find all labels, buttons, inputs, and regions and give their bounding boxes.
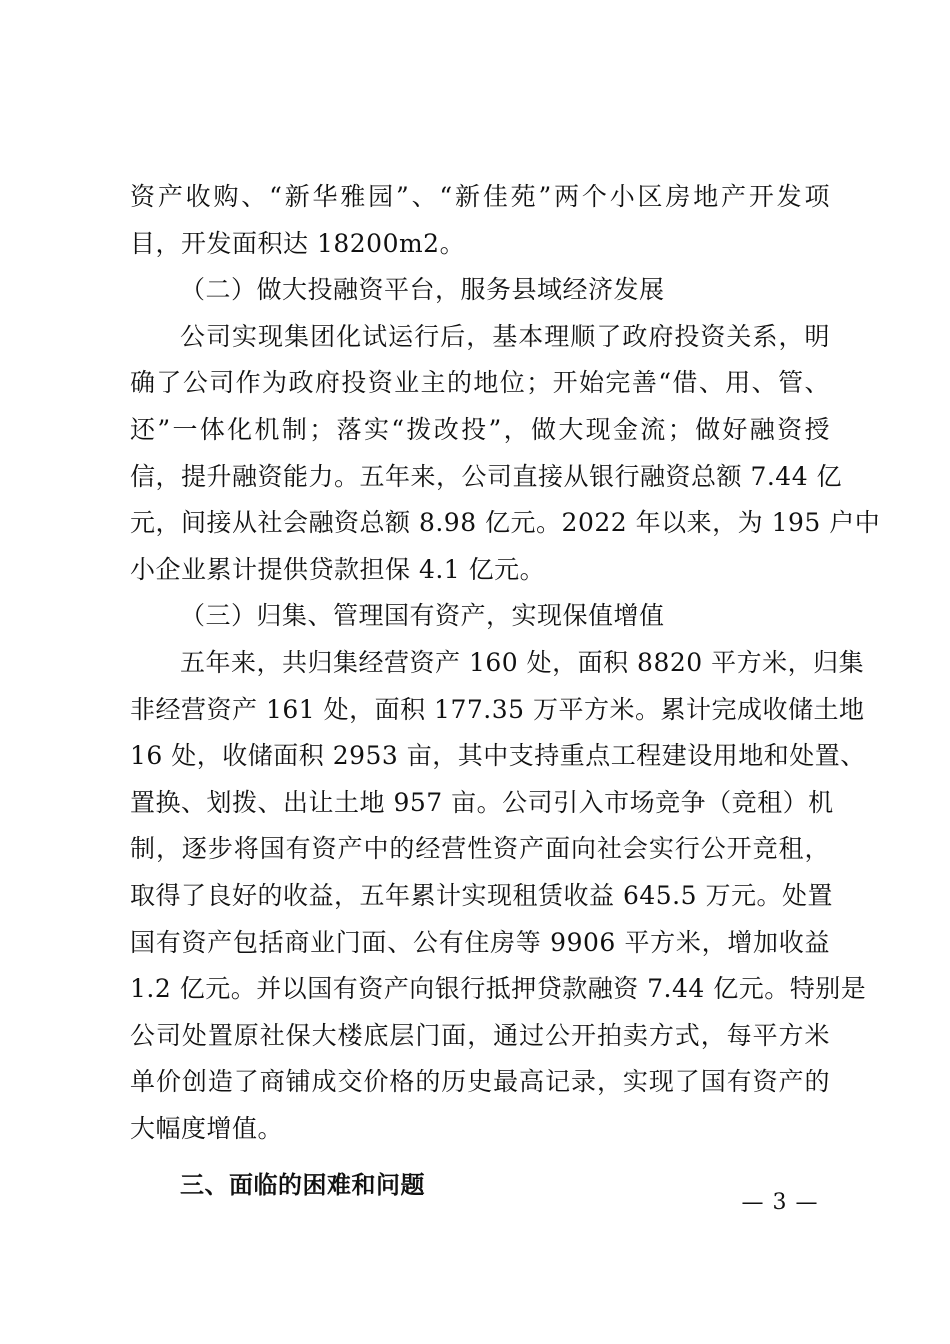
paragraph-line: 小企业累计提供贷款担保 4.1 亿元。: [130, 554, 546, 584]
subsection-heading-2: （二）做大投融资平台，服务县域经济发展: [180, 275, 665, 305]
paragraph-line: 16 处，收储面积 2953 亩，其中支持重点工程建设用地和处置、: [130, 741, 866, 771]
paragraph-line: 制，逐步将国有资产中的经营性资产面向社会实行公开竞租，: [130, 834, 830, 864]
page-number: — 3 —: [741, 1190, 819, 1215]
paragraph-line: 非经营资产 161 处，面积 177.35 万平方米。累计完成收储土地: [130, 694, 865, 724]
paragraph-line: 公司处置原社保大楼底层门面，通过公开拍卖方式，每平方米: [130, 1020, 830, 1050]
paragraph-line: 资产收购、“新华雅园”、“新佳苑”两个小区房地产开发项: [130, 182, 830, 211]
paragraph-line: 取得了良好的收益，五年累计实现租赁收益 645.5 万元。处置: [130, 880, 833, 910]
paragraph-line: 还”一体化机制；落实“拨改投”，做大现金流；做好融资授: [130, 414, 830, 444]
paragraph-line: 国有资产包括商业门面、公有住房等 9906 平方米，增加收益: [130, 927, 830, 957]
section-heading-3: 三、面临的困难和问题: [180, 1171, 425, 1200]
paragraph-line: 五年来，共归集经营资产 160 处，面积 8820 平方米，归集: [180, 647, 865, 677]
paragraph-line: 公司实现集团化试运行后，基本理顺了政府投资关系，明: [180, 321, 830, 351]
paragraph-line: 确了公司作为政府投资业主的地位；开始完善“借、用、管、: [130, 368, 830, 398]
paragraph-line: 大幅度增值。: [130, 1113, 284, 1143]
subsection-heading-3: （三）归集、管理国有资产，实现保值增值: [180, 601, 665, 631]
body-text: [130, 174, 881, 1209]
paragraph-line: 1.2 亿元。并以国有资产向银行抵押贷款融资 7.44 亿元。特别是: [130, 974, 867, 1004]
paragraph-line: 目，开发面积达 18200m2。: [130, 228, 466, 258]
paragraph-line: 置换、划拨、出让土地 957 亩。公司引入市场竞争（竞租）机: [130, 787, 834, 817]
paragraph-line: 单价创造了商铺成交价格的历史最高记录，实现了国有资产的: [130, 1067, 830, 1097]
paragraph-line: 信，提升融资能力。五年来，公司直接从银行融资总额 7.44 亿: [130, 461, 843, 491]
paragraph-line: 元，间接从社会融资总额 8.98 亿元。2022 年以来，为 195 户中: [130, 508, 881, 538]
